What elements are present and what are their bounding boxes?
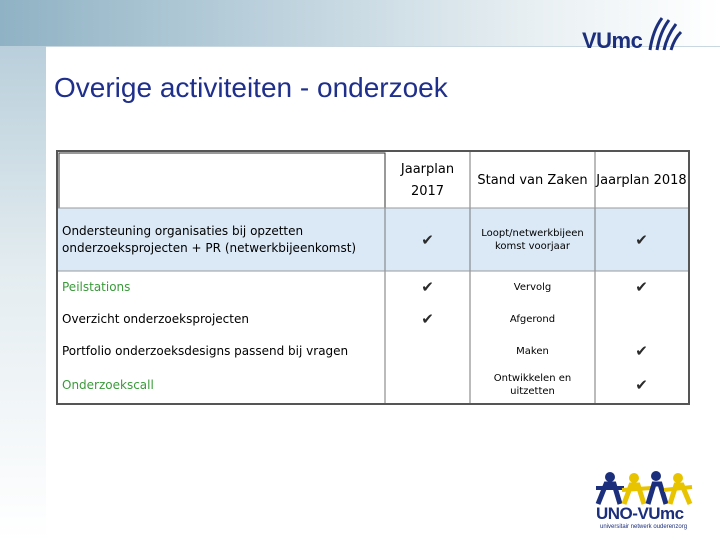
status-cell: Ontwikkelen en uitzetten — [493, 373, 572, 397]
check-icon: ✔ — [421, 230, 434, 249]
uno-vumc-logo-text: UNO-VUmc — [596, 504, 684, 523]
column-header-jaarplan-2018: Jaarplan 2018 — [596, 173, 687, 188]
vumc-logo — [582, 14, 712, 54]
check-icon: ✔ — [421, 310, 434, 328]
status-cell: Maken — [516, 345, 549, 357]
check-icon: ✔ — [635, 376, 648, 394]
row-label-ondersteuning: Ondersteuning organisaties bij opzetten onderzoeksprojecten + PR (netwerkbijeenkomst) — [62, 223, 357, 255]
row-label-overzicht: Overzicht onderzoeksprojecten — [62, 311, 249, 326]
row-label-portfolio: Portfolio onderzoeksdesigns passend bij vragen — [62, 343, 349, 358]
column-header-jaarplan-2017: Jaarplan 2017 — [400, 162, 455, 199]
vumc-logo-text: VUmc — [582, 28, 643, 53]
row-label-onderzoekscall: Onderzoekscall — [62, 377, 154, 392]
page-title: Overige activiteiten - onderzoek — [54, 72, 448, 103]
check-icon: ✔ — [635, 342, 648, 360]
vumc-swoosh-icon — [644, 14, 684, 54]
check-icon — [385, 367, 470, 403]
check-icon: ✔ — [635, 278, 648, 296]
check-icon: ✔ — [421, 278, 434, 296]
uno-vumc-logo — [594, 470, 694, 532]
people-icon — [594, 470, 694, 506]
uno-vumc-tagline: universitair netwerk ouderenzorg — [600, 524, 688, 530]
status-cell: Loopt/netwerkbijeen komst voorjaar — [481, 227, 584, 252]
check-icon — [595, 303, 688, 335]
status-cell: Vervolg — [513, 281, 552, 293]
row-label-peilstations: Peilstations — [62, 279, 131, 294]
status-cell: Afgerond — [509, 313, 556, 325]
activities-table — [56, 150, 690, 405]
column-header-stand-van-zaken: Stand van Zaken — [477, 173, 588, 188]
side-band — [0, 46, 46, 540]
check-icon: ✔ — [635, 230, 648, 249]
